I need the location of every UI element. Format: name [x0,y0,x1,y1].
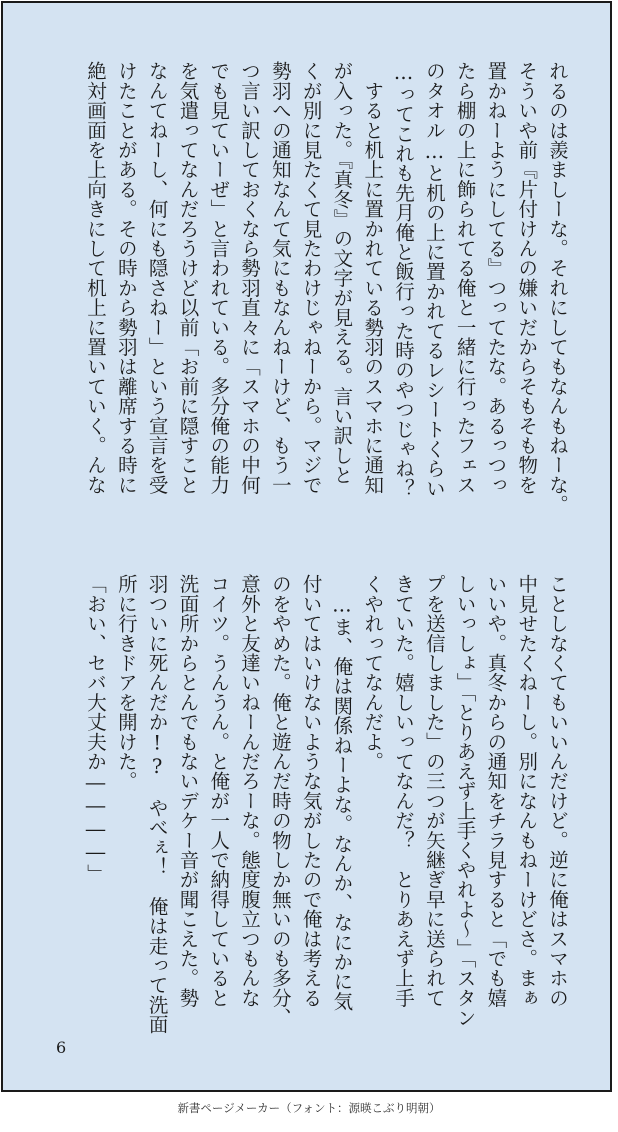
lower-text-block [79,574,572,1044]
text-line: 中見せたくねーし。別になんもねーけどさ。まぁ [515,574,539,1008]
text-line: くやれってなんだよ。 [361,574,385,771]
text-line: でも見ていーぜ」と言われている。多分俺の能力 [207,61,231,495]
text-line: プを送信しました」の三つが矢継ぎ早に送られて [422,574,446,1008]
text-line: そういや前『片付けんの嫌いだからそもそも物を [515,61,539,495]
text-line: けたことがある。その時から勢羽は離席する時に [114,61,138,495]
text-line: のをやめた。俺と遊んだ時の物しか無いのも多分、 [268,574,292,1028]
text-line: のタオル…と机の上に置かれてるレシートくらい [422,61,446,498]
text-line: なんてねーし、何にも隠さねー」という宣言を受 [145,61,169,495]
text-line: コイツ。うんうん。と俺が一人で納得していると [207,574,231,1008]
text-line: 付いてはいけないような気がしたので俺は考える [299,574,323,1008]
upper-text-block [79,61,572,531]
text-line: 所に行きドアを開けた。 [114,574,138,791]
text-line: 羽ついに死んだか!? やべぇ！ 俺は走って洗面 [145,574,169,1035]
text-line: きていた。嬉しいってなんだ？ とりあえず上手 [392,574,416,1008]
text-line: 意外と友達いねーんだろーな。態度腹立つもんな [238,574,262,1008]
credit-caption: 新書ページメーカー（フォント：源暎こぶり明朝） [177,1101,441,1115]
text-line: くが別に見たくて見たわけじゃねーから。マジで [299,61,323,495]
text-line: すると机上に置かれている勢羽のスマホに通知 [361,61,385,495]
text-line: 置かねーようにしてる』つってたな。あるっつっ [484,61,508,495]
text-line: 洗面所からとんでもないデケー音が聞こえた。勢 [176,574,200,1008]
text-line: しいっしょ」「とりあえず上手くやれよ～」「スタン [453,574,477,1028]
text-line: れるのは羨ましーな。それにしてもなんもねーな。 [546,61,569,515]
text-line: つ言い訳しておくなら勢羽直々に「スマホの中何 [238,61,262,495]
text-line: 勢羽への通知なんて気にもなんねーけど、もう一 [268,61,292,495]
text-line: ことしなくてもいいんだけど。逆に俺はスマホの [546,574,569,1008]
page-number: 6 [56,1038,67,1057]
text-line: 「おい、セバ大丈夫か――――」 [84,574,108,884]
text-line: たら棚の上に飾られてる俺と一緒に行ったフェス [453,61,477,495]
text-line: …ま、俺は関係ねーよな。なんか、なにかに気 [330,574,354,1011]
page-panel [1,1,612,1092]
text-line: を気遣ってなんだろうけど以前「お前に隠すこと [176,61,200,495]
text-line: いいや。真冬からの通知をチラ見すると「でも嬉 [484,574,508,1008]
text-line: が入った。『真冬』の文字が見える。言い訳しと [330,61,354,485]
text-line: …ってこれも先月俺と飯行った時のやつじゃね？ [392,61,416,498]
text-line: 絶対画面を上向きにして机上に置いていく。んな [84,61,108,495]
